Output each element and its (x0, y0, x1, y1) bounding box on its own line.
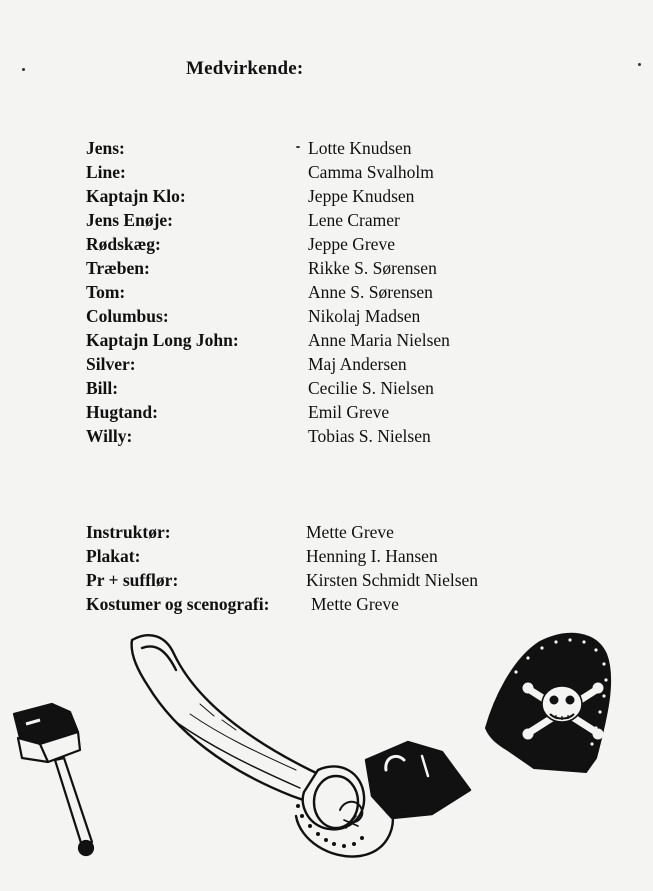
actor-name: Jeppe Knudsen (308, 186, 415, 206)
role-label: Willy: (86, 426, 133, 446)
role-label: Rødskæg: (86, 234, 161, 254)
cast-row (86, 304, 566, 328)
scan-speck (22, 68, 25, 71)
actor-name: Lene Cramer (308, 210, 400, 230)
actor-name: Emil Greve (308, 402, 390, 422)
actor-name: Maj Andersen (308, 354, 407, 374)
cast-list (86, 136, 566, 448)
actor-name: Camma Svalholm (308, 162, 434, 182)
actor-name: Nikolaj Madsen (308, 306, 421, 326)
role-label: Plakat: (86, 546, 141, 566)
actor-name: Cecilie S. Nielsen (308, 378, 434, 398)
pirate-illustration (0, 620, 653, 891)
cast-row (86, 160, 566, 184)
role-label: Instruktør: (86, 522, 171, 542)
role-label: Line: (86, 162, 126, 182)
cast-row (86, 400, 566, 424)
role-label: Bill: (86, 378, 119, 398)
role-label: Kaptajn Klo: (86, 186, 186, 206)
cast-row (86, 208, 566, 232)
crew-row (86, 568, 566, 592)
person-name: Mette Greve (306, 522, 394, 542)
role-label: Silver: (86, 354, 136, 374)
actor-name: Rikke S. Sørensen (308, 258, 437, 278)
scan-speck (296, 146, 300, 148)
role-label: Tom: (86, 282, 126, 302)
cast-row (86, 352, 566, 376)
peg-leg-icon (14, 704, 93, 855)
cast-row (86, 328, 566, 352)
person-name: Mette Greve (311, 594, 399, 614)
actor-name: Tobias S. Nielsen (308, 426, 431, 446)
cast-row (86, 232, 566, 256)
actor-name: Jeppe Greve (308, 234, 395, 254)
role-label: Columbus: (86, 306, 169, 326)
cast-row (86, 184, 566, 208)
crew-list (86, 520, 566, 616)
actor-name: Lotte Knudsen (308, 138, 412, 158)
crew-row (86, 592, 566, 616)
role-label: Jens: (86, 138, 125, 158)
cast-row (86, 376, 566, 400)
actor-name: Anne S. Sørensen (308, 282, 433, 302)
person-name: Kirsten Schmidt Nielsen (306, 570, 479, 590)
person-name: Henning I. Hansen (306, 546, 438, 566)
cast-row (86, 256, 566, 280)
actor-name: Anne Maria Nielsen (308, 330, 450, 350)
role-label: Kaptajn Long John: (86, 330, 239, 350)
crew-row (86, 520, 566, 544)
role-label: Pr + sufflør: (86, 570, 179, 590)
role-label: Jens Enøje: (86, 210, 174, 230)
page-title: Medvirkende: (186, 58, 304, 79)
cast-row (86, 424, 566, 448)
role-label: Hugtand: (86, 402, 158, 422)
role-label: Kostumer og scenografi: (86, 594, 270, 614)
scan-speck (638, 63, 641, 66)
cast-row (86, 136, 566, 160)
cutlass-icon (132, 635, 470, 856)
role-label: Træben: (86, 258, 150, 278)
cast-row (86, 280, 566, 304)
crew-row (86, 544, 566, 568)
